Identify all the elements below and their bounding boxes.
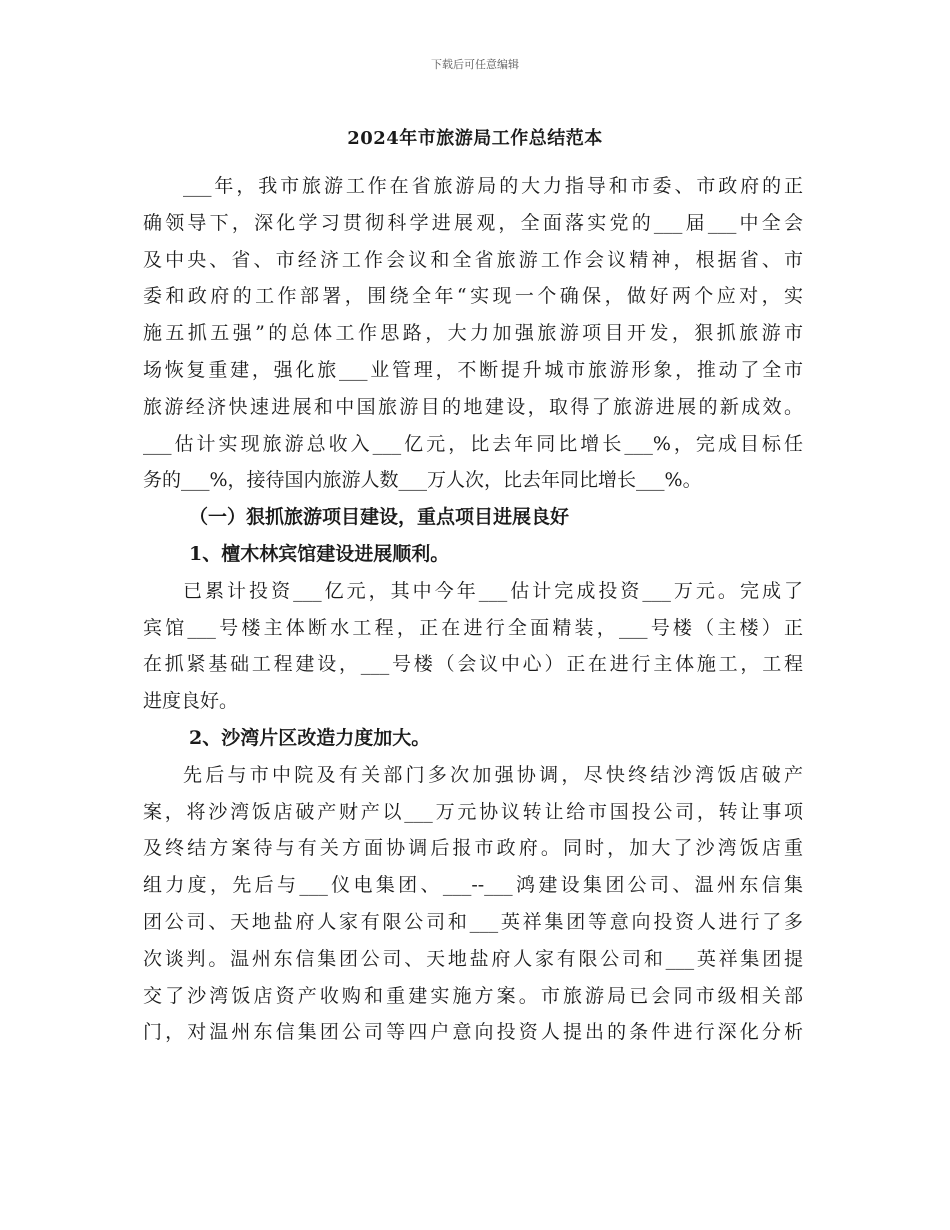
paragraph-line: 已累计投资___亿元，其中今年___估计完成投资___万元。完成了	[183, 579, 803, 602]
paragraph-line: 先后与市中院及有关部门多次加强协调，尽快终结沙湾饭店破产	[183, 763, 803, 786]
paragraph-line: 施五抓五强”的总体工作思路，大力加强旅游项目开发，狠抓旅游市	[143, 322, 803, 345]
paragraph-line: 旅游经济快速进展和中国旅游目的地建设，取得了旅游进展的新成效。	[143, 395, 803, 418]
paragraph-line: 在抓紧基础工程建设，___号楼（会议中心）正在进行主体施工，工程	[143, 653, 803, 676]
document-title: 2024年市旅游局工作总结范本	[347, 128, 603, 149]
paragraph-line: ___估计实现旅游总收入___亿元，比去年同比增长___%，完成目标任	[143, 432, 803, 455]
paragraph-line: 务的___%，接待国内旅游人数___万人次，比去年同比增长___%。	[143, 469, 702, 492]
paragraph-line: 及终结方案待与有关方面协调后报市政府。同时，加大了沙湾饭店重	[143, 837, 803, 860]
paragraph-line: 宾馆___号楼主体断水工程，正在进行全面精装，___号楼（主楼）正	[143, 616, 803, 639]
paragraph-line: 团公司、天地盐府人家有限公司和___英祥集团等意向投资人进行了多	[143, 910, 803, 933]
section-heading: （一）狠抓旅游项目建设，重点项目进展良好	[189, 506, 570, 529]
page-header-note: 下载后可任意编辑	[431, 58, 519, 71]
paragraph-line: ___年，我市旅游工作在省旅游局的大力指导和市委、市政府的正	[183, 175, 803, 197]
paragraph-line: 组力度，先后与___仪电集团、___--___鸿建设集团公司、温州东信集	[143, 874, 803, 897]
subsection-heading: 1、檀木林宾馆建设进展顺利。	[189, 542, 450, 565]
paragraph-line: 交了沙湾饭店资产收购和重建实施方案。市旅游局已会同市级相关部	[143, 984, 803, 1007]
paragraph-line: 次谈判。温州东信集团公司、天地盐府人家有限公司和___英祥集团提	[143, 947, 803, 970]
paragraph-line: 案，将沙湾饭店破产财产以___万元协议转让给市国投公司，转让事项	[143, 800, 803, 823]
subsection-heading: 2、沙湾片区改造力度加大。	[189, 726, 431, 749]
paragraph-line: 确领导下，深化学习贯彻科学进展观，全面落实党的___届___中全会	[143, 211, 803, 234]
paragraph-line: 委和政府的工作部署，围绕全年“实现一个确保，做好两个应对，实	[143, 285, 803, 308]
paragraph-line: 场恢复重建，强化旅___业管理，不断提升城市旅游形象，推动了全市	[143, 358, 803, 381]
paragraph-line: 及中央、省、市经济工作会议和全省旅游工作会议精神，根据省、市	[143, 248, 803, 271]
document-body	[143, 168, 803, 1051]
paragraph-line: 门，对温州东信集团公司等四户意向投资人提出的条件进行深化分析	[143, 1021, 803, 1044]
paragraph-line: 进度良好。	[143, 690, 239, 713]
